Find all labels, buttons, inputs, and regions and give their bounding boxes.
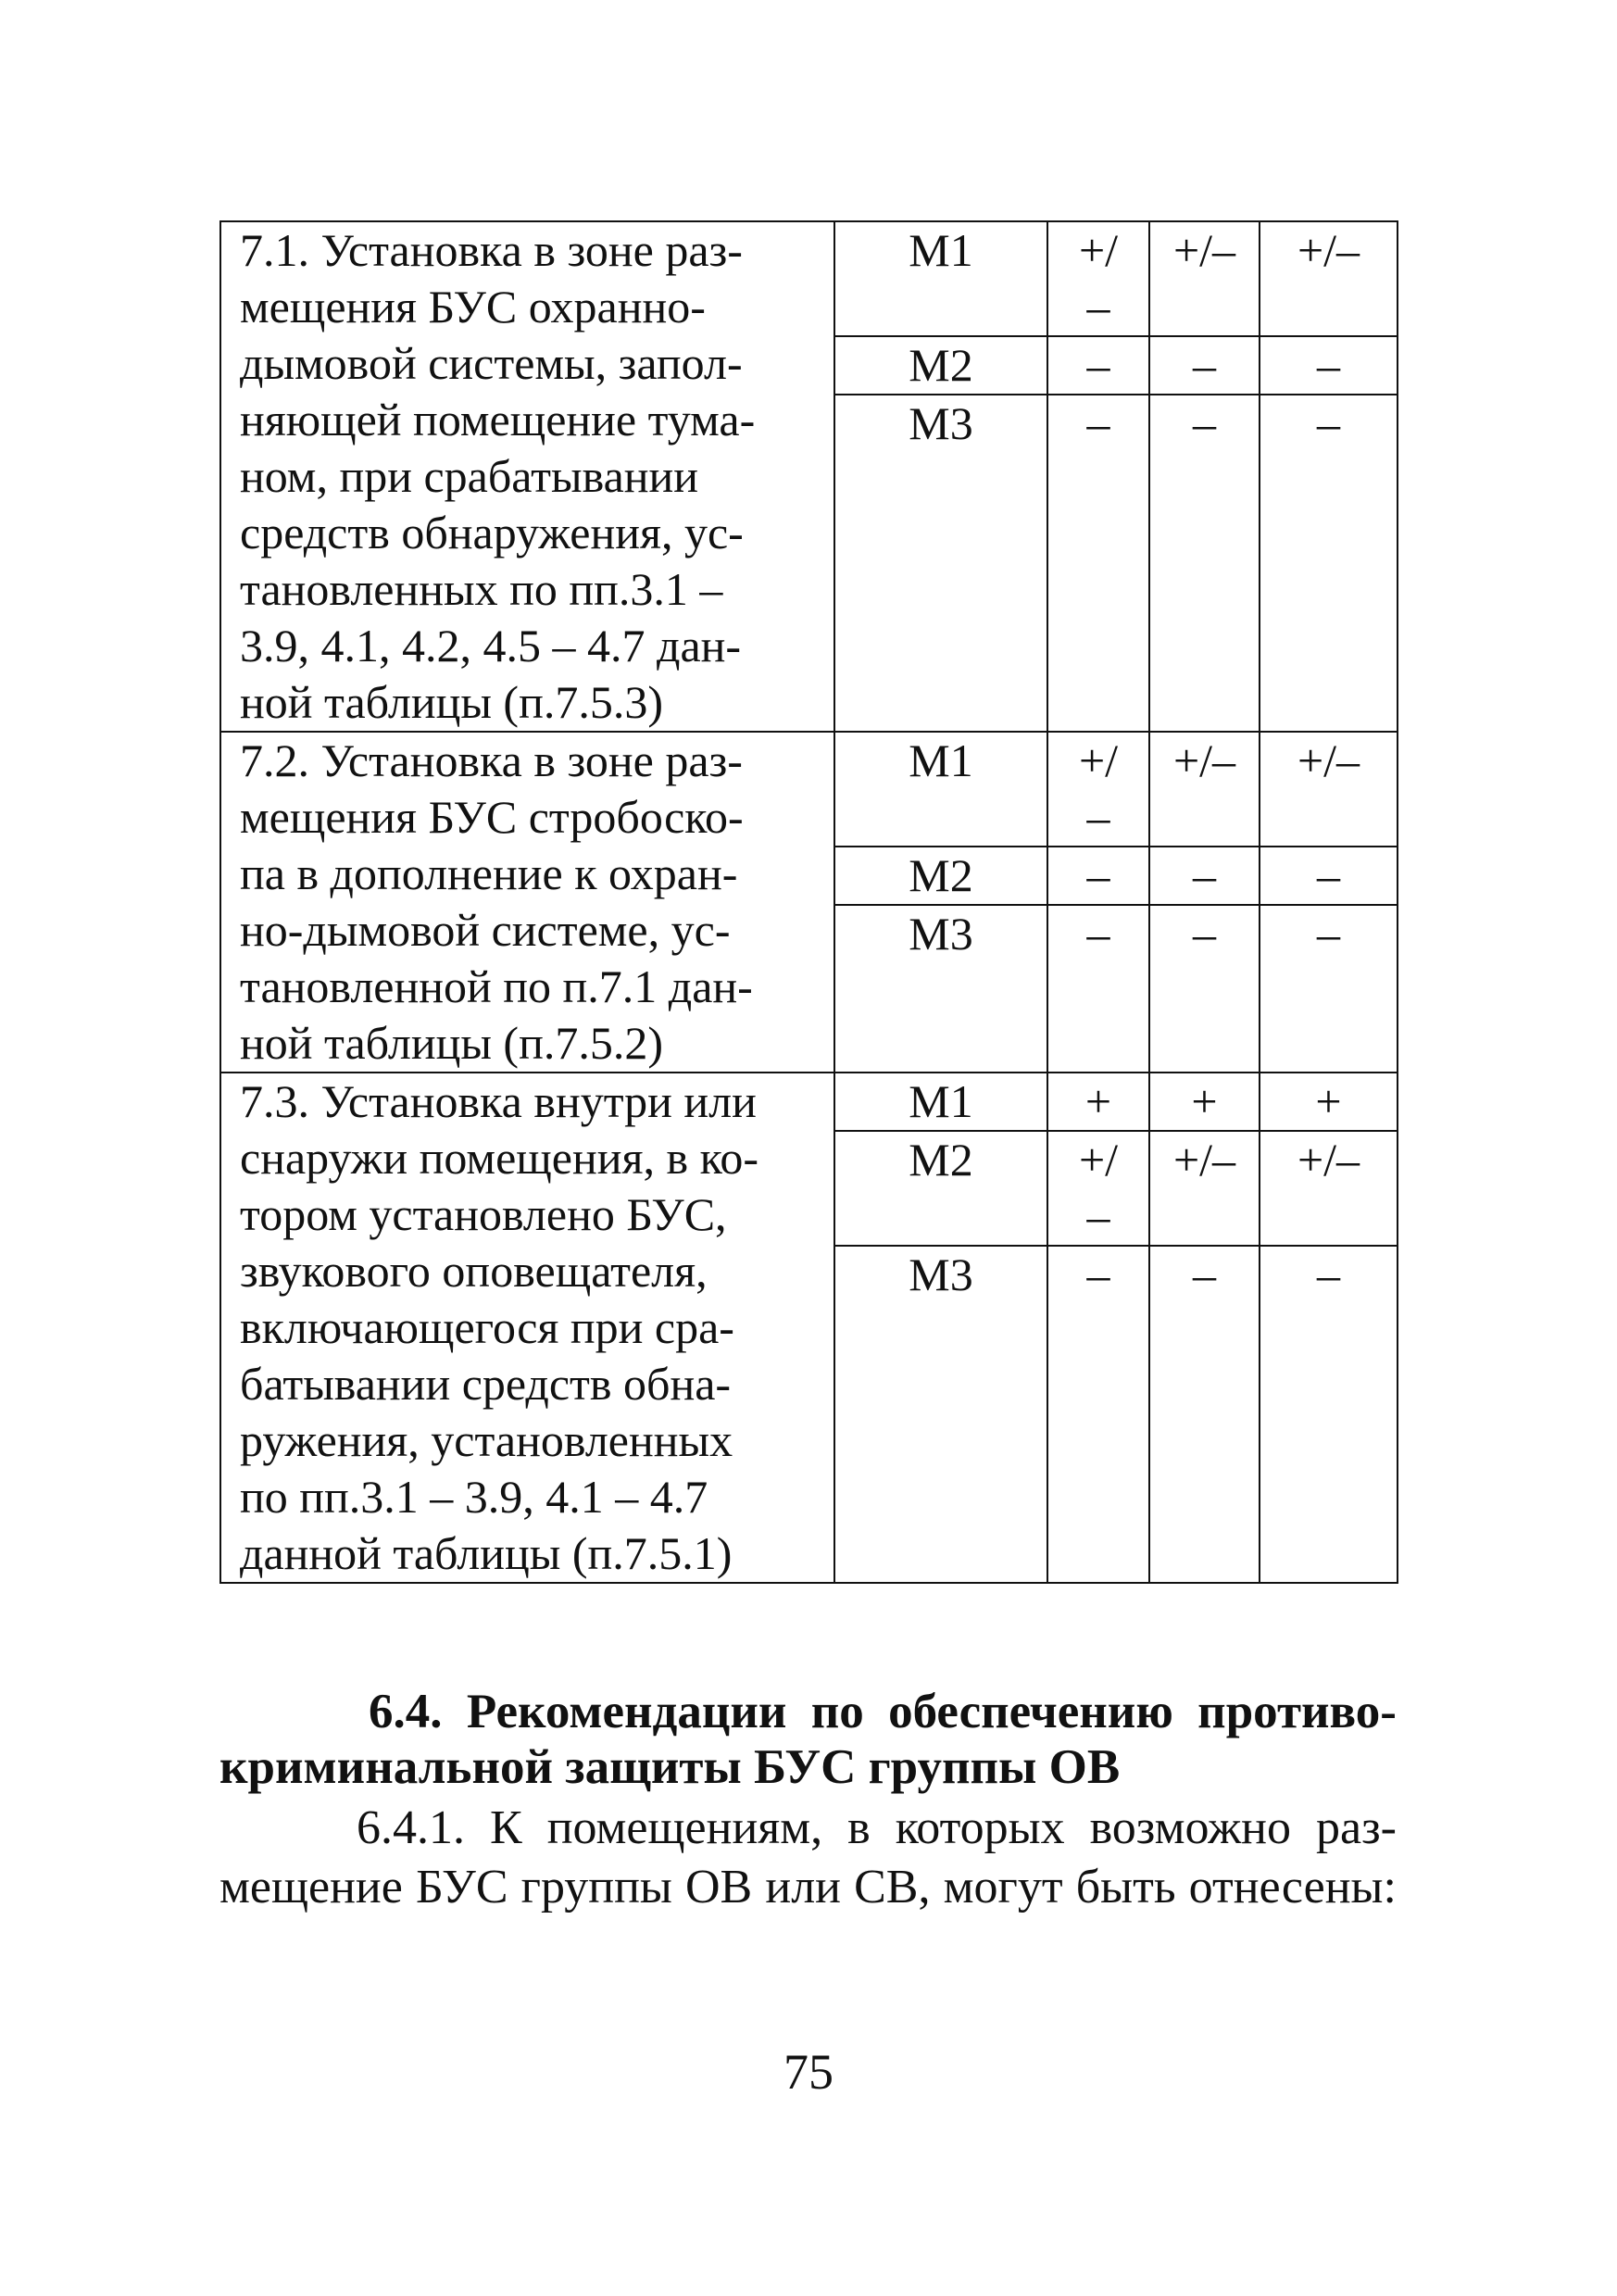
description-line: 7.2. Установка в зоне раз- bbox=[240, 734, 743, 786]
mode-cell: М3 bbox=[834, 395, 1047, 732]
word: СВ, bbox=[854, 1861, 931, 1913]
section-heading-line-1 bbox=[219, 1684, 1397, 1739]
mark-line: +/– bbox=[1297, 224, 1360, 276]
description-line: тановленной по п.7.1 дан- bbox=[240, 960, 753, 1012]
word: БУС bbox=[415, 1861, 508, 1913]
mark-cell bbox=[1149, 1131, 1260, 1246]
mark-line: – bbox=[1317, 339, 1340, 391]
description-line: тановленных по пп.3.1 – bbox=[240, 563, 723, 615]
mark-cell bbox=[1260, 1246, 1398, 1583]
mark-line: – bbox=[1086, 397, 1110, 449]
mark-cell bbox=[1260, 1131, 1398, 1246]
page-number: 75 bbox=[783, 2044, 834, 2100]
mark-cell bbox=[1260, 847, 1398, 905]
table-row bbox=[220, 221, 1398, 336]
mode-cell: М1 bbox=[834, 732, 1047, 847]
mark-cell bbox=[1260, 1073, 1398, 1131]
description-line: ной таблицы (п.7.5.2) bbox=[240, 1017, 663, 1069]
mark-cell bbox=[1149, 336, 1260, 395]
mark-line: – bbox=[1086, 1248, 1110, 1300]
requirement-description bbox=[220, 1073, 834, 1583]
word: могут bbox=[943, 1861, 1063, 1913]
word: раз- bbox=[1315, 1801, 1397, 1854]
table-body bbox=[220, 221, 1398, 1583]
description-line: батывании средств обна- bbox=[240, 1358, 732, 1410]
mark-line: + bbox=[1315, 1075, 1342, 1127]
mark-cell bbox=[1260, 395, 1398, 732]
mark-line: +/– bbox=[1172, 224, 1236, 276]
section-paragraph bbox=[219, 1799, 1397, 1917]
mode-cell: М2 bbox=[834, 336, 1047, 395]
mark-line: – bbox=[1193, 908, 1216, 960]
mark-line: – bbox=[1317, 908, 1340, 960]
description-line: по пп.3.1 – 3.9, 4.1 – 4.7 bbox=[240, 1471, 708, 1523]
mark-line: – bbox=[1086, 849, 1110, 901]
description-line: мещения БУС охранно- bbox=[240, 281, 706, 332]
table-row bbox=[220, 732, 1398, 847]
description-line: па в дополнение к охран- bbox=[240, 847, 738, 899]
requirement-description bbox=[220, 732, 834, 1073]
mark-cell bbox=[1149, 1073, 1260, 1131]
mark-cell bbox=[1260, 732, 1398, 847]
mark-line: – bbox=[1086, 908, 1110, 960]
mode-cell: М3 bbox=[834, 1246, 1047, 1583]
paragraph-line-1 bbox=[219, 1799, 1397, 1858]
mark-line: – bbox=[1193, 1248, 1216, 1300]
requirement-description bbox=[220, 221, 834, 732]
mark-line: + bbox=[1084, 1075, 1112, 1127]
mark-cell bbox=[1149, 847, 1260, 905]
description-line: тором установлено БУС, bbox=[240, 1188, 727, 1240]
description-line: но-дымовой системе, ус- bbox=[240, 904, 731, 956]
section-heading bbox=[219, 1684, 1397, 1795]
mark-line: + bbox=[1191, 1075, 1218, 1127]
mark-line: – bbox=[1317, 849, 1340, 901]
mark-cell bbox=[1149, 732, 1260, 847]
mark-line: +/– bbox=[1172, 1134, 1236, 1186]
description-line: ружения, установленных bbox=[240, 1414, 733, 1466]
mark-cell bbox=[1047, 221, 1149, 336]
mark-line: +/ bbox=[1078, 1134, 1119, 1186]
word: или bbox=[765, 1861, 841, 1913]
mark-cell bbox=[1047, 1131, 1149, 1246]
mark-line: +/ bbox=[1078, 734, 1119, 786]
paragraph-line-2 bbox=[219, 1858, 1397, 1917]
mode-cell: М2 bbox=[834, 1131, 1047, 1246]
word: помещениям, bbox=[546, 1801, 823, 1854]
mark-cell bbox=[1260, 905, 1398, 1073]
mark-line: +/– bbox=[1297, 1134, 1360, 1186]
description-line: мещения БУС стробоско- bbox=[240, 791, 744, 843]
word: в bbox=[847, 1801, 871, 1854]
mark-line: – bbox=[1317, 1248, 1340, 1300]
mark-cell bbox=[1047, 732, 1149, 847]
word: К bbox=[490, 1801, 522, 1854]
word: противо- bbox=[1197, 1685, 1397, 1738]
word: возможно bbox=[1089, 1801, 1291, 1854]
mark-line: – bbox=[1193, 849, 1216, 901]
requirements-table bbox=[219, 220, 1398, 1584]
word: отнесены: bbox=[1188, 1861, 1397, 1913]
mark-line: – bbox=[1317, 397, 1340, 449]
description-line: 3.9, 4.1, 4.2, 4.5 – 4.7 дан- bbox=[240, 620, 742, 671]
word: ОВ bbox=[685, 1861, 753, 1913]
mode-cell: М1 bbox=[834, 221, 1047, 336]
word: группы bbox=[520, 1861, 672, 1913]
word: мещение bbox=[219, 1861, 403, 1913]
mark-cell bbox=[1047, 395, 1149, 732]
section-heading-line-2: криминальной защиты БУС группы ОВ bbox=[219, 1740, 1121, 1794]
word: которых bbox=[895, 1801, 1065, 1854]
mark-cell bbox=[1047, 1073, 1149, 1131]
mark-cell bbox=[1047, 847, 1149, 905]
mark-line: – bbox=[1086, 281, 1110, 332]
word: 6.4.1. bbox=[357, 1801, 465, 1854]
word: по bbox=[810, 1685, 864, 1738]
mark-line: – bbox=[1086, 1190, 1110, 1242]
description-line: ном, при срабатывании bbox=[240, 450, 699, 502]
mark-cell bbox=[1149, 395, 1260, 732]
mark-line: – bbox=[1086, 339, 1110, 391]
mark-cell bbox=[1047, 905, 1149, 1073]
mark-cell bbox=[1149, 1246, 1260, 1583]
description-line: няющей помещение тума- bbox=[240, 394, 756, 445]
mark-line: – bbox=[1193, 397, 1216, 449]
mark-line: – bbox=[1193, 339, 1216, 391]
mark-cell bbox=[1260, 221, 1398, 336]
mark-cell bbox=[1047, 336, 1149, 395]
word: 6.4. bbox=[369, 1685, 443, 1738]
description-line: 7.1. Установка в зоне раз- bbox=[240, 224, 743, 276]
description-line: 7.3. Установка внутри или bbox=[240, 1075, 757, 1127]
word: быть bbox=[1075, 1861, 1176, 1913]
mode-cell: М2 bbox=[834, 847, 1047, 905]
mark-cell bbox=[1149, 905, 1260, 1073]
mark-cell bbox=[1047, 1246, 1149, 1583]
mark-cell bbox=[1260, 336, 1398, 395]
mark-line: +/ bbox=[1078, 224, 1119, 276]
mark-line: – bbox=[1086, 791, 1110, 843]
mode-cell: М3 bbox=[834, 905, 1047, 1073]
description-line: средств обнаружения, ус- bbox=[240, 507, 744, 558]
description-line: данной таблицы (п.7.5.1) bbox=[240, 1527, 733, 1579]
description-line: включающегося при сра- bbox=[240, 1301, 734, 1353]
mark-line: +/– bbox=[1172, 734, 1236, 786]
mark-cell bbox=[1149, 221, 1260, 336]
mode-cell: М1 bbox=[834, 1073, 1047, 1131]
word: обеспечению bbox=[888, 1685, 1173, 1738]
description-line: звукового оповещателя, bbox=[240, 1245, 708, 1297]
mark-line: +/– bbox=[1297, 734, 1360, 786]
table-row bbox=[220, 1073, 1398, 1131]
description-line: снаружи помещения, в ко- bbox=[240, 1132, 758, 1184]
description-line: ной таблицы (п.7.5.3) bbox=[240, 676, 663, 728]
word: Рекомендации bbox=[466, 1685, 787, 1738]
description-line: дымовой системы, запол- bbox=[240, 337, 743, 389]
